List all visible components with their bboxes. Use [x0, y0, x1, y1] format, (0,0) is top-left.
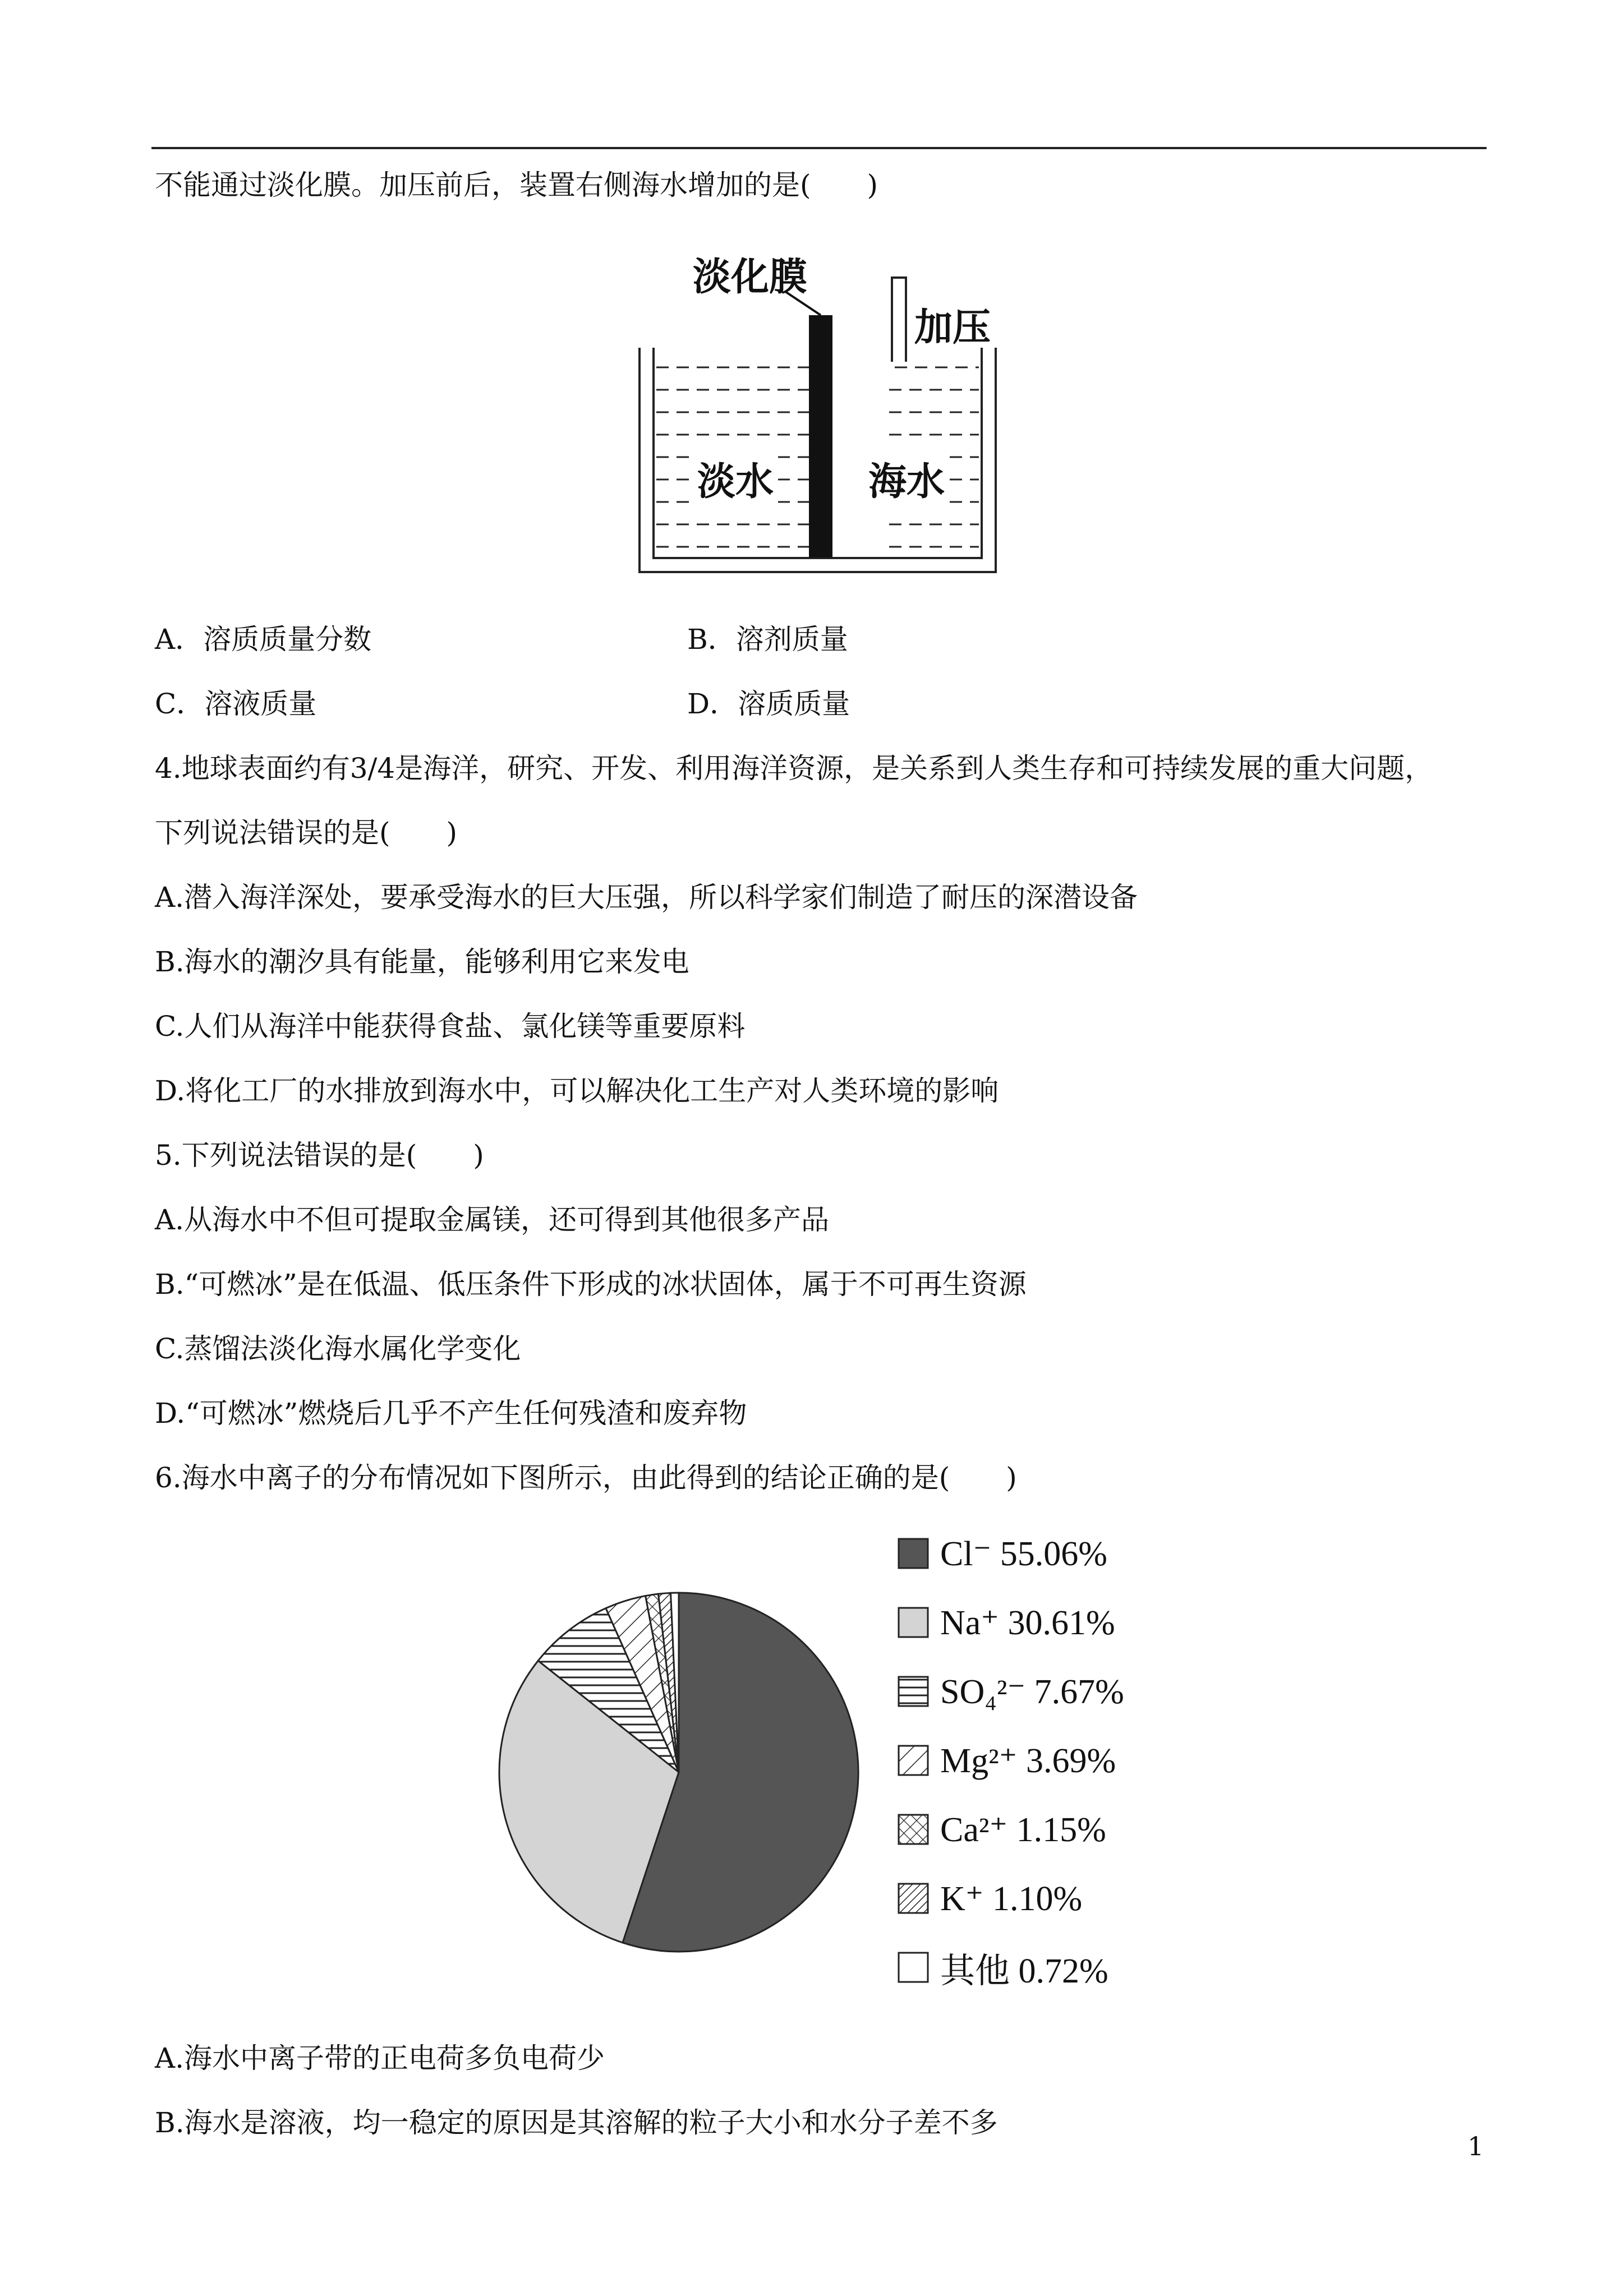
q5-option-a: A.从海水中不但可提取金属镁，还可得到其他很多产品 [155, 1204, 830, 1236]
legend-swatch [898, 1607, 929, 1638]
question-6: 6.海水中离子的分布情况如下图所示，由此得到的结论正确的是( ) [155, 1461, 1017, 1494]
pressure-label: 加压 [914, 306, 991, 350]
legend-item [898, 1738, 1116, 1783]
pressure-tube [892, 278, 906, 362]
ion-pie-chart [494, 1587, 864, 1957]
q5-option-d: D.“可燃冰”燃烧后几乎不产生任何残渣和废弃物 [155, 1397, 747, 1430]
legend-swatch [898, 1814, 929, 1845]
pie-slices [499, 1593, 858, 1952]
legend-label: Mg²⁺ 3.69% [940, 1742, 1116, 1780]
legend-label: SO₄²⁻ 7.67% [940, 1673, 1124, 1711]
option-b: B．溶剂质量 [687, 623, 848, 656]
legend-item [898, 1531, 1107, 1576]
legend-swatch [898, 1676, 929, 1707]
legend-label: Ca²⁺ 1.15% [940, 1811, 1106, 1849]
q5-option-c: C.蒸馏法淡化海水属化学变化 [155, 1333, 521, 1365]
legend-item [898, 1600, 1115, 1645]
q4-option-a: A.潜入海洋深处，要承受海水的巨大压强，所以科学家们制造了耐压的深潜设备 [155, 881, 1138, 914]
q4-option-d: D.将化工厂的水排放到海水中，可以解决化工生产对人类环境的影响 [155, 1075, 999, 1107]
q6-option-b: B.海水是溶液，均一稳定的原因是其溶解的粒子大小和水分子差不多 [155, 2106, 998, 2139]
option-a: A．溶质质量分数 [155, 623, 372, 656]
legend-label: Na⁺ 30.61% [940, 1604, 1115, 1642]
question-5: 5.下列说法错误的是( ) [155, 1139, 484, 1172]
sea-water-label: 海水 [864, 451, 949, 506]
membrane-label: 淡化膜 [693, 255, 808, 299]
legend-swatch [898, 1952, 929, 1983]
question-4-line-2: 下列说法错误的是( ) [155, 817, 458, 849]
header-rule [151, 147, 1487, 149]
legend-label: K⁺ 1.10% [940, 1880, 1083, 1918]
legend-label: 其他 0.72% [940, 1952, 1108, 1990]
q5-option-b: B.“可燃冰”是在低温、低压条件下形成的冰状固体，属于不可再生资源 [155, 1268, 1027, 1301]
q4-option-b: B.海水的潮汐具有能量，能够利用它来发电 [155, 946, 689, 978]
page-number: 1 [1467, 2131, 1484, 2161]
legend-item [898, 1807, 1106, 1852]
membrane [809, 315, 832, 557]
legend-swatch [898, 1745, 929, 1776]
legend-label: Cl⁻ 55.06% [940, 1535, 1107, 1573]
option-c: C．溶液质量 [155, 688, 317, 720]
q4-option-c: C.人们从海洋中能获得食盐、氯化镁等重要原料 [155, 1010, 746, 1043]
fresh-water-label: 淡水 [693, 451, 778, 506]
question-4-line-1: 4.地球表面约有3/4是海洋，研究、开发、利用海洋资源，是关系到人类生存和可持续发展的重大问题， [155, 752, 1433, 785]
legend-item [898, 1876, 1082, 1921]
legend-item [898, 1669, 1124, 1714]
option-d: D．溶质质量 [687, 688, 850, 720]
text-line: 不能通过淡化膜。加压前后，装置右侧海水增加的是( ) [155, 169, 878, 201]
legend-swatch [898, 1538, 929, 1569]
legend-swatch [898, 1883, 929, 1914]
pie-legend [898, 1531, 1212, 2013]
desalination-diagram [628, 241, 1010, 589]
legend-item [898, 1945, 1108, 1990]
q6-option-a: A.海水中离子带的正电荷多负电荷少 [155, 2042, 605, 2074]
